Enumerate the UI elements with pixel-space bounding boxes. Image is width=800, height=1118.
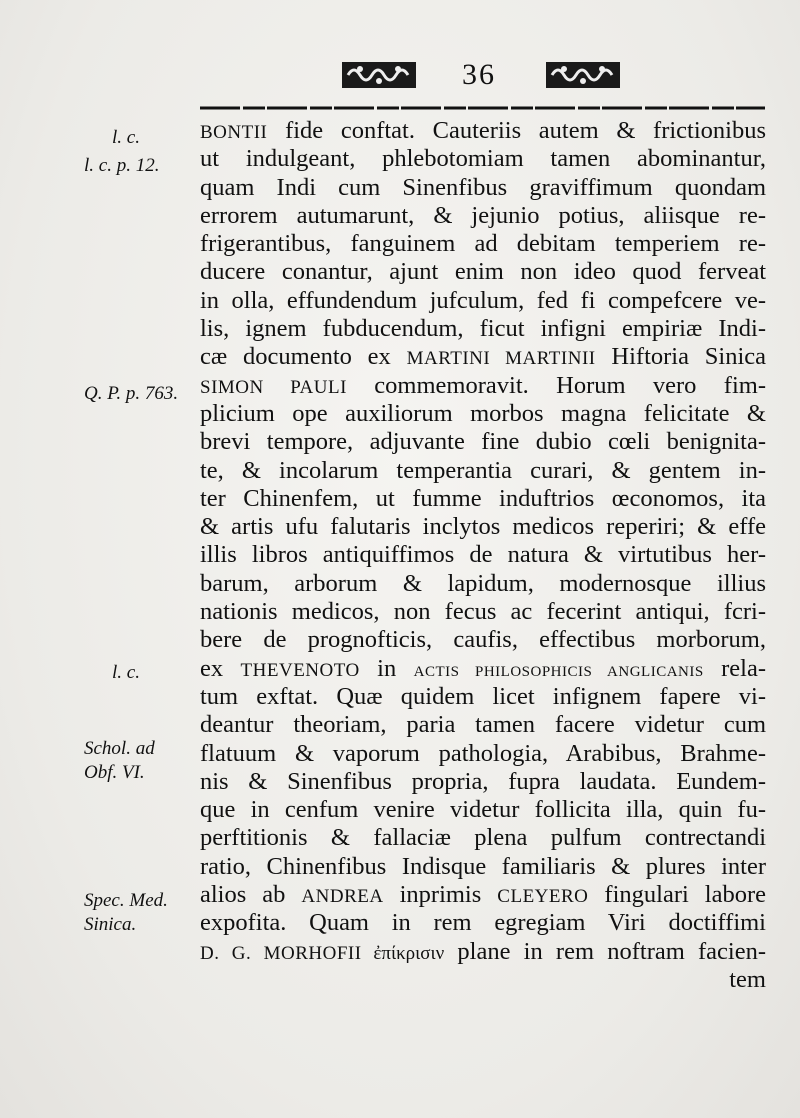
text-line: quam Indi cum Sinenfibus graviffimum quondam (200, 173, 766, 201)
author-name: THEVENOTO (240, 659, 360, 681)
margin-note: Schol. ad (84, 738, 155, 759)
text-line: te, & incolarum temperantia curari, & gentem in- (200, 456, 766, 484)
margin-note: Sinica. (84, 914, 137, 935)
text-span: commemoravit. Horum vero fim- (346, 371, 766, 399)
text-line: que in cenfum venire videtur follicita illa, quin fu- (200, 796, 766, 824)
body-text (200, 117, 766, 994)
text-span: cæ documento ex (200, 343, 407, 371)
work-title: ACTIS PHILOSOPHICIS ANGLICANIS (413, 663, 704, 680)
author-name: SIMON PAULI (200, 376, 347, 398)
text-line: nis & Sinenfibus propria, fupra laudata. Eundem- (200, 767, 766, 795)
text-line: & artis ufu falutaris inclytos medicos reperiri; & effe (200, 513, 766, 541)
text-line: tum exftat. Quæ quidem licet infignem fapere vi- (200, 682, 766, 710)
margin-note: Q. P. p. 763. (84, 383, 179, 404)
text-line: ut indulgeant, phlebotomiam tamen abominantur, (200, 145, 766, 173)
text-span: fide conftat. Cauteriis autem & frictionibus (267, 117, 766, 144)
text-span: rela- (703, 654, 767, 682)
margin-note: l. c. p. 12. (84, 155, 160, 176)
text-span: Hiftoria Sinica (595, 343, 766, 371)
margin-note: Spec. Med. (84, 890, 168, 911)
text-line: barum, arborum & lapidum, modernosque illius (200, 569, 766, 597)
text-line: lis, ignem fubducendum, ficut infigni empiriæ Indi- (200, 315, 766, 343)
text-span: fingulari labore (588, 881, 767, 909)
text-line: frigerantibus, fanguinem ad debitam temperiem re- (200, 230, 766, 258)
text-line: perftitionis & fallaciæ plena pulfum contrectandi (200, 824, 766, 852)
text-line: brevi tempore, adjuvante fine dubio cœli benignita- (200, 428, 766, 456)
margin-note: Obf. VI. (84, 762, 145, 783)
margin-note: l. c. (112, 662, 140, 683)
text-line (200, 655, 766, 683)
greek-word: ἐπίκρισιν (361, 942, 445, 964)
author-name: D. G. MORHOFII (200, 942, 362, 964)
ornament-icon (340, 58, 418, 92)
text-line: bere de prognofticis, caufis, effectibus morborum, (200, 626, 766, 654)
author-name: CLEYERO (497, 886, 589, 908)
ornament-icon (544, 58, 622, 92)
catchword: tem (729, 965, 766, 993)
text-line: errorem autumarunt, & jejunio potius, aliisque re- (200, 201, 766, 229)
text-line (200, 343, 766, 371)
margin-note: l. c. (112, 127, 140, 148)
text-line (200, 117, 766, 145)
text-span: inprimis (383, 881, 498, 909)
text-line: expofita. Quam in rem egregiam Viri doctiffimi (200, 909, 766, 937)
text-line: plicium ope auxiliorum morbos magna felicitate & (200, 399, 766, 427)
text-line (200, 372, 766, 400)
text-line: ter Chinenfem, ut fumme induftrios œconomos, ita (200, 484, 766, 512)
text-span: in (359, 654, 414, 682)
text-line: flatuum & vaporum pathologia, Arabibus, Brahme- (200, 739, 766, 767)
text-span: plane in rem noftram facien- (444, 937, 766, 965)
text-line (200, 881, 766, 909)
text-line: deantur theoriam, paria tamen facere videtur cum (200, 711, 766, 739)
text-line: nationis medicos, non fecus ac fecerint antiqui, fcri- (200, 598, 766, 626)
text-line: illis libros antiquiffimos de natura & virtutibus her- (200, 541, 766, 569)
text-span: ex (200, 654, 241, 682)
page-header (340, 52, 640, 100)
text-line: ducere conantur, ajunt enim non ideo quod ferveat (200, 258, 766, 286)
author-name: ANDREA (301, 886, 384, 908)
author-name: MARTINI MARTINII (406, 348, 596, 370)
text-span: alios ab (200, 881, 302, 909)
text-line: in olla, effundendum jufculum, fed fi compefcere ve- (200, 286, 766, 314)
page-number: 36 (462, 58, 496, 91)
header-rule (200, 104, 765, 112)
author-name: BONTII (200, 122, 268, 143)
text-line (200, 938, 766, 966)
text-line: ratio, Chinenfibus Indisque familiaris & plures inter (200, 852, 766, 880)
